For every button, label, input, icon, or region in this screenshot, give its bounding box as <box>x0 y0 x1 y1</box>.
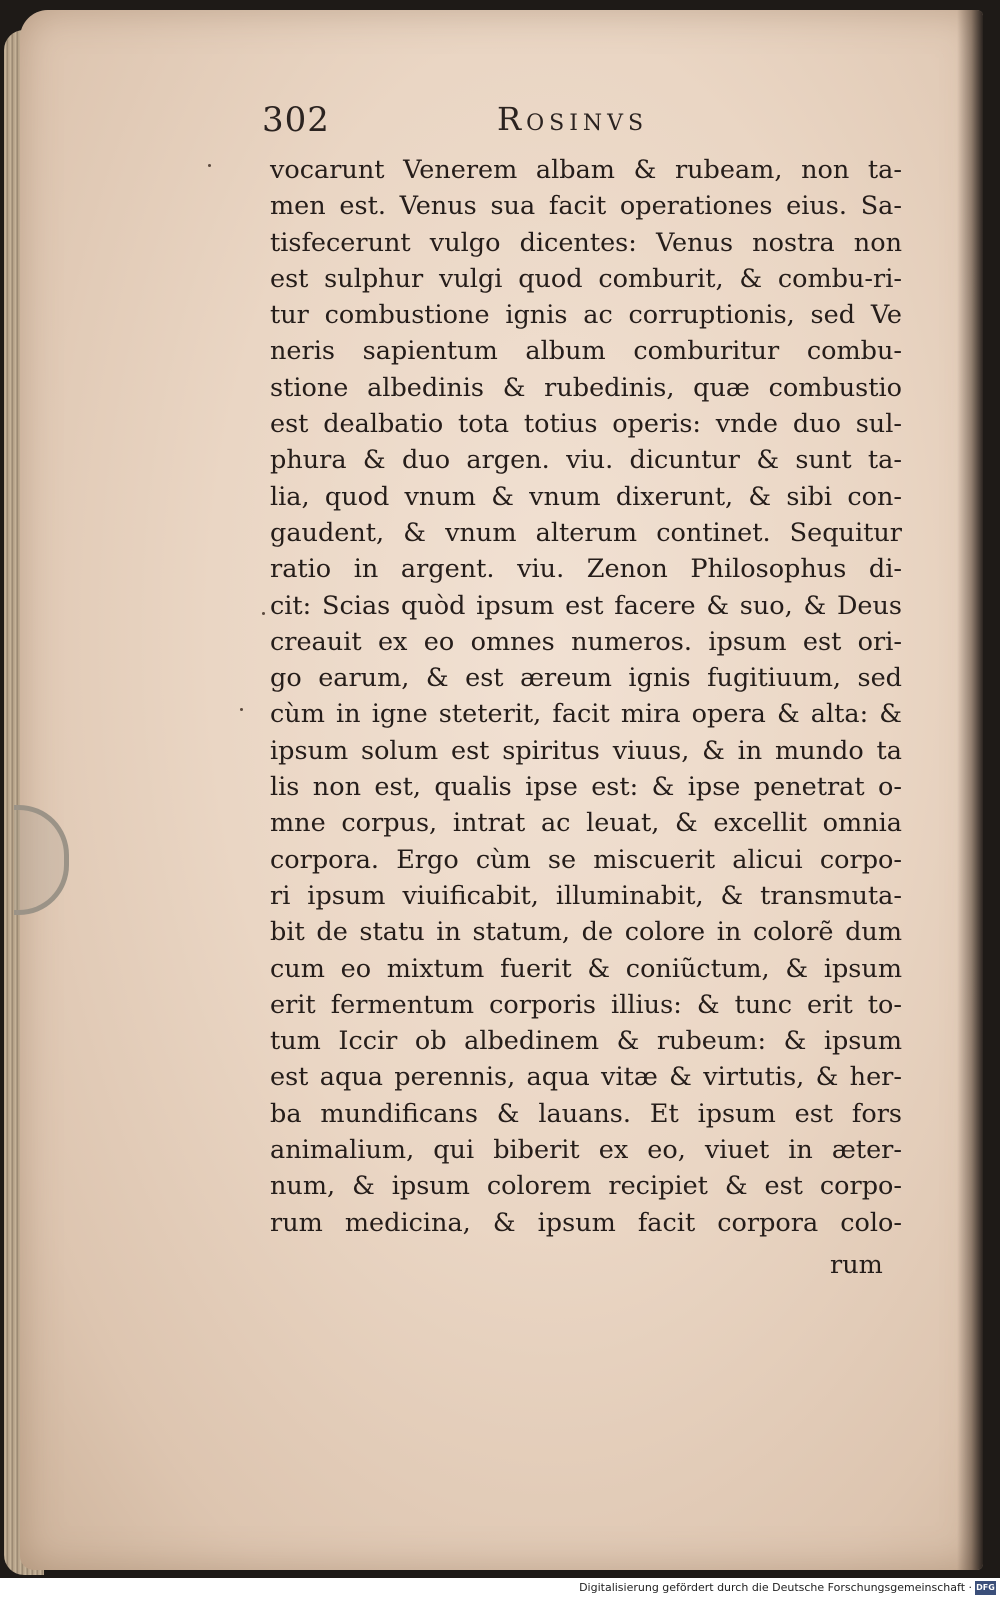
text-line: cùm in igne steterit, facit mira opera & alta: & <box>270 699 902 730</box>
text-line: men est. Venus sua facit operationes eius. Sa- <box>270 191 902 222</box>
text-line: tisfecerunt vulgo dicentes: Venus nostra non <box>270 227 902 258</box>
text-line: mne corpus, intrat ac leuat, & excellit omnia <box>270 808 902 839</box>
spine-shadow <box>957 10 983 1570</box>
text-line: vocarunt Venerem albam & rubeam, non ta- <box>270 155 902 185</box>
text-line: num, & ipsum colorem recipiet & est corpo- <box>270 1171 902 1202</box>
text-line: ratio in argent. viu. Zenon Philosophus di- <box>270 554 902 585</box>
clasp-loop <box>14 805 69 915</box>
funding-credit: Digitalisierung gefördert durch die Deutsche Forschungsgemeinschaft · <box>579 1581 972 1594</box>
ink-speck <box>262 612 265 615</box>
text-line: est aqua perennis, aqua vitæ & virtutis, & her- <box>270 1062 902 1093</box>
body-text <box>270 152 902 1241</box>
text-line: lia, quod vnum & vnum dixerunt, & sibi con- <box>270 481 902 512</box>
text-line: tum Iccir ob albedinem & rubeum: & ipsum <box>270 1026 902 1057</box>
text-line: animalium, qui biberit ex eo, viuet in æter- <box>270 1135 902 1166</box>
text-line: bit de statu in statum, de colore in colorẽ dum <box>270 917 902 948</box>
ink-speck <box>240 708 243 711</box>
text-line: ipsum solum est spiritus viuus, & in mundo ta <box>270 735 902 766</box>
text-line: cit: Scias quòd ipsum est facere & suo, & Deus <box>270 590 902 621</box>
text-line: est sulphur vulgi quod comburit, & combu-ri- <box>270 263 902 294</box>
running-head <box>262 100 942 150</box>
running-title: Rosinvs <box>497 100 649 138</box>
text-line: phura & duo argen. viu. dicuntur & sunt ta- <box>270 445 902 476</box>
text-line: ba mundificans & lauans. Et ipsum est fors <box>270 1098 902 1129</box>
page-number: 302 <box>262 100 330 140</box>
footer-bar <box>0 1578 1000 1599</box>
text-line: tur combustione ignis ac corruptionis, sed Ve <box>270 300 902 331</box>
text-line: est dealbatio tota totius operis: vnde duo sul- <box>270 409 902 440</box>
text-line: lis non est, qualis ipse est: & ipse penetrat o- <box>270 772 902 803</box>
dfg-logo: DFG <box>975 1581 996 1595</box>
text-line: stione albedinis & rubedinis, quæ combustio <box>270 372 902 403</box>
catchword: rum <box>830 1250 883 1280</box>
text-line: cum eo mixtum fuerit & coniũctum, & ipsum <box>270 953 902 984</box>
text-line: gaudent, & vnum alterum continet. Sequitur <box>270 517 902 548</box>
text-line: creauit ex eo omnes numeros. ipsum est ori- <box>270 626 902 657</box>
text-line: go earum, & est æreum ignis fugitiuum, sed <box>270 663 902 694</box>
text-line: corpora. Ergo cùm se miscuerit alicui corpo- <box>270 844 902 875</box>
text-line: erit fermentum corporis illius: & tunc erit to- <box>270 989 902 1020</box>
ink-speck <box>208 164 211 167</box>
text-line: rum medicina, & ipsum facit corpora colo- <box>270 1207 902 1238</box>
text-line: neris sapientum album comburitur combu- <box>270 336 902 367</box>
text-line: ri ipsum viuificabit, illuminabit, & transmuta- <box>270 880 902 911</box>
